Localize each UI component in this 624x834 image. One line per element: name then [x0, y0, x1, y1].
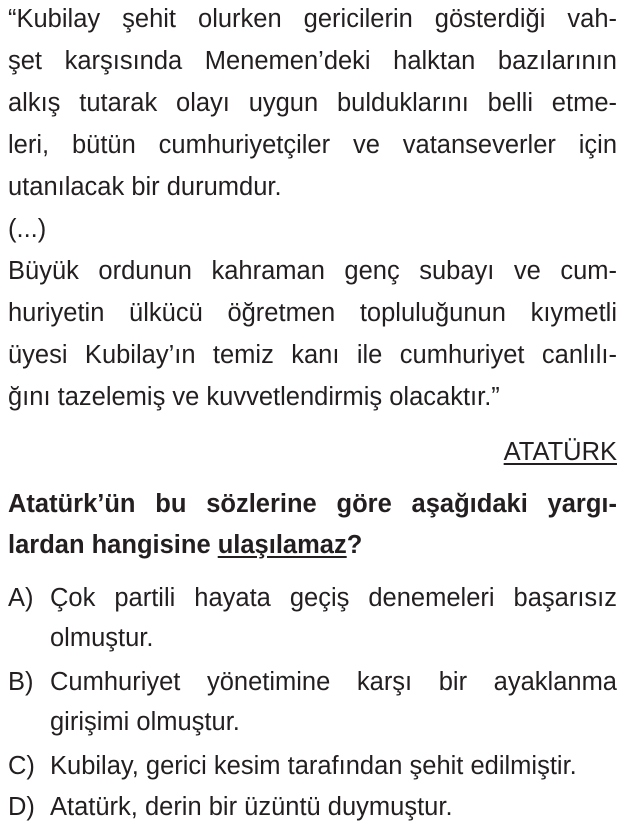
- option-letter: B): [8, 668, 34, 696]
- quote-line: utanılacak bir durumdur.: [8, 173, 282, 201]
- option-text: Çok partili hayata geçiş denemeleri başarısız: [50, 584, 617, 612]
- quote-line: huriyetin ülkücü öğretmen topluluğunun kıymetli: [8, 299, 617, 327]
- quote-line: “Kubilay şehit olurken gericilerin gösterdiği vah-: [8, 5, 617, 33]
- option-text: Atatürk, derin bir üzüntü duymuştur.: [50, 793, 453, 821]
- quote-ellipsis: (...): [8, 215, 47, 243]
- option-text: girişimi olmuştur.: [50, 708, 240, 736]
- option-letter: A): [8, 584, 34, 612]
- question-mark: ?: [346, 531, 363, 559]
- quote-line: şet karşısında Menemen’deki halktan bazılarının: [8, 47, 617, 75]
- option-text: olmuştur.: [50, 624, 154, 652]
- quote-line: leri, bütün cumhuriyetçiler ve vatanseverler için: [8, 131, 617, 159]
- question-line: Atatürk’ün bu sözlerine göre aşağıdaki yargı-: [8, 490, 617, 518]
- question-keyword: ulaşılamaz: [217, 531, 347, 559]
- option-letter: C): [8, 752, 35, 780]
- quote-author-row: [8, 437, 617, 467]
- option-text: Kubilay, gerici kesim tarafından şehit edilmiştir.: [50, 752, 577, 780]
- quote-line: Büyük ordunun kahraman genç subayı ve cum-: [8, 257, 617, 285]
- question-line: [8, 530, 617, 560]
- quote-author: ATATÜRK: [503, 438, 617, 466]
- quote-line: alkış tutarak olayı uygun bulduklarını belli etme-: [8, 89, 617, 117]
- quote-line: üyesi Kubilay’ın temiz kanı ile cumhuriyet canlılı-: [8, 341, 617, 369]
- option-text: Cumhuriyet yönetimine karşı bir ayaklanma: [50, 668, 617, 696]
- quote-line: ğını tazelemiş ve kuvvetlendirmiş olacaktır.”: [8, 383, 500, 411]
- option-letter: D): [8, 793, 35, 821]
- question-text: lardan hangisine: [8, 531, 218, 559]
